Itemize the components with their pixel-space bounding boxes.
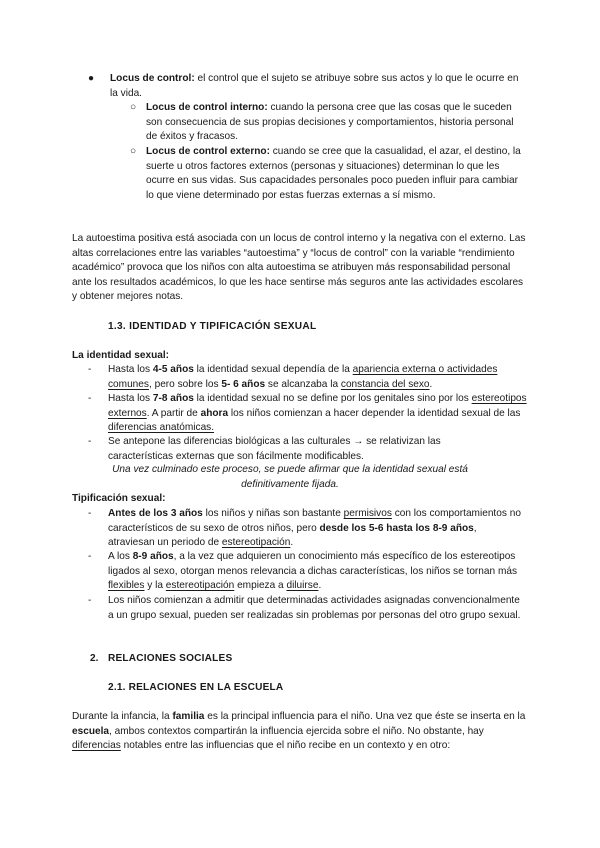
tipificacion-item-2 [108, 550, 523, 594]
text-run: A los [108, 551, 133, 562]
locus-text: el control que el sujeto se atribuye sobre sus actos y lo que le ocurre en la vida. [110, 73, 519, 99]
text-run: . [318, 580, 322, 592]
section-heading-1-3: 1.3. IDENTIDAD Y TIPIFICACIÓN SEXUAL [108, 321, 317, 332]
underlined-run: constancia del sexo [340, 378, 430, 390]
dash-marker: - [88, 364, 92, 375]
text-run: notables entre las influencias que el niño recibe en un contexto y en otro: [120, 740, 451, 752]
section-heading-2: RELACIONES SOCIALES [108, 653, 233, 664]
identidad-item-1 [108, 363, 528, 392]
text-run: Hasta los [108, 393, 153, 404]
text-run: y la [144, 580, 166, 592]
text-run: . [429, 378, 433, 390]
identidad-item-2 [108, 392, 528, 436]
text-run: empieza a [234, 580, 287, 592]
locus-externo-item [146, 145, 526, 203]
dash-marker: - [88, 595, 92, 606]
dash-marker: - [88, 551, 92, 562]
bold-run: Antes de los 3 años [108, 508, 203, 519]
underlined-run: estereotipación [165, 580, 235, 592]
bullet-circle: ○ [130, 146, 137, 157]
tipificacion-item-1 [108, 507, 523, 551]
locus-interno-text: cuando la persona cree que las cosas que le suceden son consecuencia de sus propias decisiones y comportamientos, historia personal de éxitos y fracasos. [146, 102, 514, 143]
underlined-run: diferencias anatómicas. [108, 422, 215, 434]
dash-marker: - [88, 508, 92, 519]
bullet-dot: ● [88, 73, 95, 84]
bold-run: 4-5 años [152, 364, 194, 375]
tipificacion-title: Tipificación sexual: [72, 493, 166, 504]
text-run: la identidad sexual dependía de la [193, 364, 353, 375]
text-run: . A partir de [146, 407, 201, 419]
underlined-run: estereotipos externos [108, 393, 527, 419]
text-run: con los comportamientos no característicos de su sexo de otros niños, pero [108, 508, 521, 534]
text-run: Durante la infancia, la [72, 711, 173, 722]
bullet-circle: ○ [130, 102, 137, 113]
bold-run: ahora [200, 407, 229, 419]
bold-run: 8-9 años [132, 551, 174, 562]
text-run: la identidad sexual no se define por los genitales sino por los [193, 393, 472, 404]
locus-item [110, 72, 520, 101]
locus-title: Locus de control: [110, 73, 195, 84]
bold-run: familia [172, 711, 205, 722]
text-run: Hasta los [108, 364, 153, 375]
text-run: los niños comienzan a hacer depender la identidad sexual de las [228, 407, 521, 419]
dash-marker: - [88, 393, 92, 404]
bold-run: 5- 6 años [221, 378, 266, 390]
underlined-run: diluirse [286, 580, 319, 592]
tipificacion-item-3: Los niños comienzan a admitir que determinadas actividades asignadas convencionalmente a un grupo sexual, pueden ser realizadas sin problemas por personas del otro grupo sexual. [108, 595, 521, 621]
text-run: , pero sobre los [148, 378, 222, 390]
section-heading-2-num: 2. [90, 653, 99, 664]
escuela-paragraph [72, 710, 530, 754]
underlined-run: apariencia externa o actividades comunes [108, 364, 498, 390]
dash-marker: - [88, 436, 92, 447]
underlined-run: diferencias [72, 740, 121, 752]
locus-interno-item [146, 101, 526, 145]
identidad-item-3: Se antepone las diferencias biológicas a las culturales → se relativizan las características externas que son fácilmente modificables. [108, 436, 441, 462]
text-run: se alcanzaba la [265, 378, 341, 390]
text-run: , ambos contextos compartirán la influencia ejercida sobre el niño. No obstante, hay [109, 725, 484, 737]
bold-run: escuela [72, 725, 110, 737]
underlined-run: estereotipación [221, 537, 291, 549]
section-heading-2-1: 2.1. RELACIONES EN LA ESCUELA [108, 682, 284, 693]
identidad-note: Una vez culminado este proceso, se puede afirmar que la identidad sexual está definitivamente fijada. [112, 464, 468, 490]
bold-run: 7-8 años [152, 393, 194, 404]
locus-interno-title: Locus de control interno: [146, 102, 268, 113]
text-run: , a la vez que adquieren un conocimiento más específico de los estereotipos ligados al sexo, otorgan menos relevancia a dichas características, los niños se tornan más [108, 551, 518, 577]
locus-externo-title: Locus de control externo: [146, 146, 270, 157]
underlined-run: flexibles [108, 580, 145, 592]
bold-run: desde los 5-6 hasta los 8-9 años [319, 522, 474, 534]
autoestima-paragraph: La autoestima positiva está asociada con un locus de control interno y la negativa con el externo. Las altas correlaciones entre las variables “autoestima” y “locus de control” con la variable “rendimiento académico” provoca que los niños con alta autoestima se atribuyen más responsabilidad personal ante los resultados académicos, lo que les hace sentirse más seguros ante las actividades escolares y obtener mejores notas. [72, 233, 526, 303]
text-run: los niños y niñas son bastante [202, 508, 344, 519]
locus-externo-text: cuando se cree que la casualidad, el azar, el destino, la suerte u otros factores externos (personas y situaciones) determinan lo que les ocurre en sus vidas. Sus capacidades personales poco pueden influir para cambiar lo que viene determinado por estas fuerzas externas a sí mismo. [146, 146, 521, 201]
text-run: . [290, 537, 294, 549]
underlined-run: permisivos [343, 508, 392, 519]
identidad-title: La identidad sexual: [72, 350, 170, 361]
text-run: es la principal influencia para el niño. Una vez que éste se inserta en la [204, 711, 526, 722]
text-run: , atraviesan un periodo de [108, 522, 477, 549]
